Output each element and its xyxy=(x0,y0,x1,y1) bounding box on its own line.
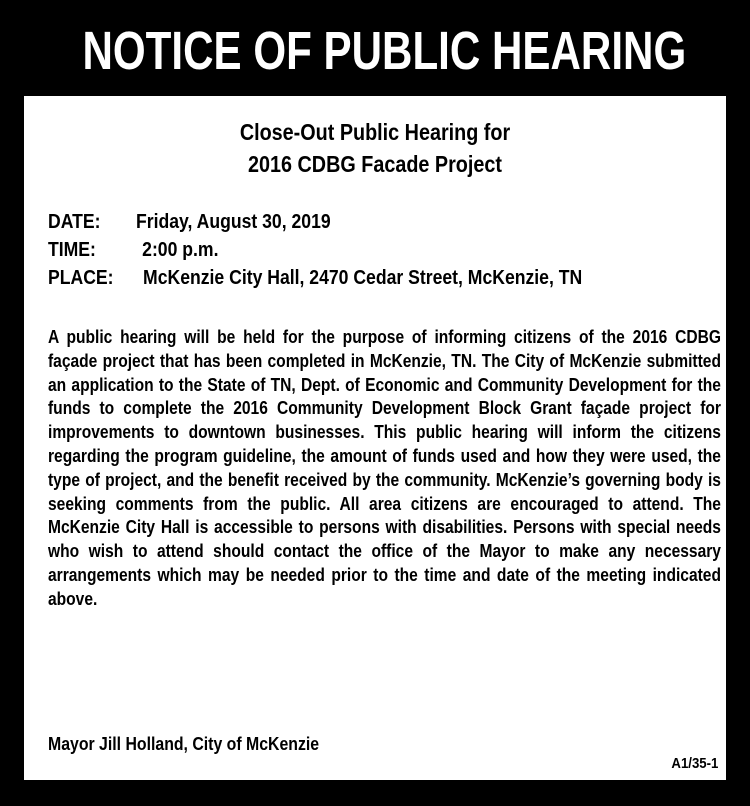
detail-row-date xyxy=(48,208,646,236)
notice-body: A public hearing will be held for the purpose of informing citizens of the 2016 CDBG façade project that has been completed in McKenzie, TN. The City of McKenzie submitted an application to the State of TN, Dept. of Economic and Community Development for the funds to complete the 2016 Community Development Block Grant façade project for improvements to downtown businesses. This public hearing will inform the citizens regarding the program guideline, the amount of funds used and how they were used, the type of project, and the benefit received by the community. McKenzie’s governing body is seeking comments from the public. All area citizens are encouraged to attend. The McKenzie City Hall is accessible to persons with disabilities. Persons with special needs who wish to attend should contact the office of the Mayor to make any necessary arrangements which may be needed prior to the time and date of the meeting indicated above. xyxy=(48,327,721,609)
place-label: PLACE: xyxy=(48,267,114,289)
notice-panel xyxy=(24,96,726,780)
notice-subtitle xyxy=(24,116,726,180)
subtitle-line-2: 2016 CDBG Facade Project xyxy=(248,151,502,177)
subtitle-line-1: Close-Out Public Hearing for xyxy=(239,119,511,145)
date-value: Friday, August 30, 2019 xyxy=(136,211,331,233)
detail-row-time xyxy=(48,236,646,264)
date-label: DATE: xyxy=(48,211,101,233)
ad-code: A1/35-1 xyxy=(671,755,718,772)
hearing-details xyxy=(48,208,728,292)
time-value: 2:00 p.m. xyxy=(142,239,219,261)
notice-headline: NOTICE OF PUBLIC HEARING xyxy=(82,21,687,81)
place-value: McKenzie City Hall, 2470 Cedar Street, McKenzie, TN xyxy=(143,267,583,289)
signature: Mayor Jill Holland, City of McKenzie xyxy=(48,734,320,754)
detail-row-place xyxy=(48,264,646,292)
time-label: TIME: xyxy=(48,239,96,261)
